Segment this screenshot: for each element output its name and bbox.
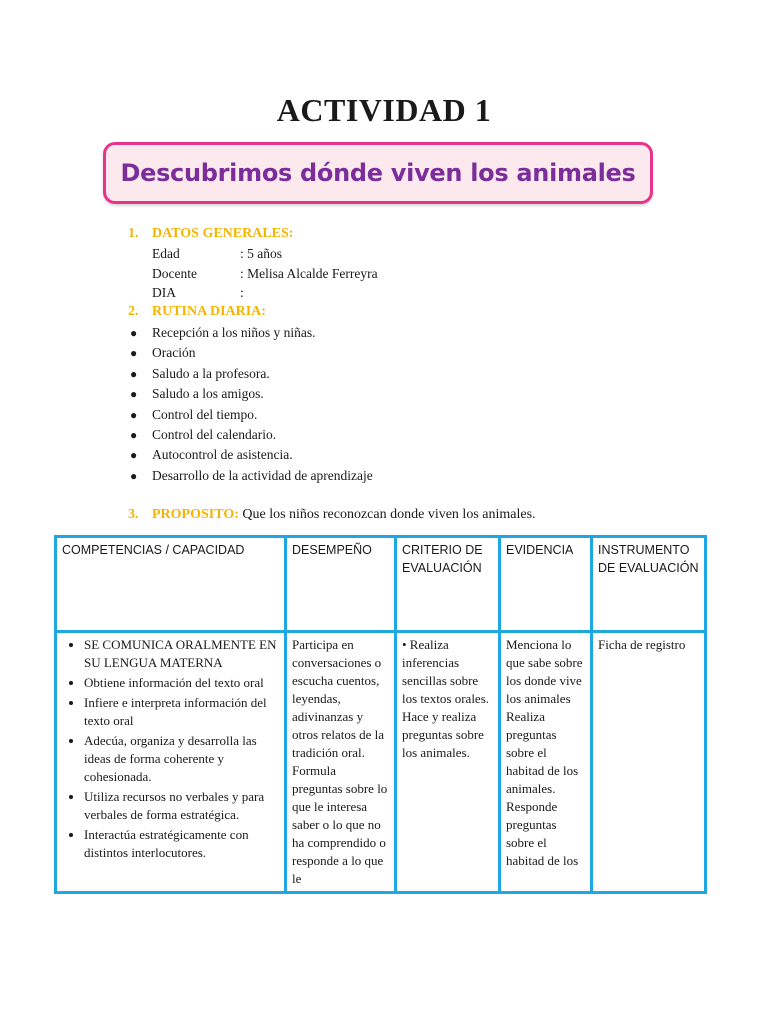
table-header-row	[56, 537, 706, 632]
list-item: • Utiliza recursos no verbales y para verbales de forma estratégica.	[84, 788, 279, 824]
row-edad: Edad : 5 años	[152, 246, 282, 261]
evaluation-table	[54, 535, 707, 894]
cell-desempeno: Participa en conversaciones o escucha cuentos, leyendas, adivinanzas y otros relatos de la tradición oral. Formula preguntas sobre lo que le interesa saber o lo que no ha comprendido o responde a lo que le	[286, 632, 396, 893]
header-competencias: COMPETENCIAS / CAPACIDAD	[56, 537, 286, 632]
cell-criterio: • Realiza inferencias sencillas sobre los textos orales. Hace y realiza preguntas sobre los animales.	[396, 632, 500, 893]
list-item: ● Control del calendario.	[130, 427, 277, 442]
section-heading: DATOS GENERALES:	[152, 226, 294, 241]
section-rutina-diaria: 2. RUTINA DIARIA:	[128, 304, 266, 319]
list-item: ● Desarrollo de la actividad de aprendizaje	[130, 468, 373, 483]
header-desempeno: DESEMPEÑO	[286, 537, 396, 632]
cell-competencias	[56, 632, 286, 893]
section-heading: RUTINA DIARIA:	[152, 304, 266, 319]
list-item: • Infiere e interpreta información del texto oral	[84, 694, 279, 730]
page-title: ACTIVIDAD 1	[276, 92, 492, 128]
list-item: ● Saludo a los amigos.	[130, 386, 264, 401]
section-proposito: 3. PROPOSITO: Que los niños reconozcan donde viven los animales.	[128, 507, 536, 522]
list-item: ● Recepción a los niños y niñas.	[130, 325, 316, 340]
list-item: ● Oración	[130, 345, 196, 360]
section-datos-generales: 1. DATOS GENERALES:	[128, 226, 294, 241]
section-heading: PROPOSITO:	[152, 507, 239, 522]
activity-banner	[103, 142, 653, 204]
header-criterio: CRITERIO DE EVALUACIÓN	[396, 537, 500, 632]
list-item: • SE COMUNICA ORALMENTE EN SU LENGUA MATERNA	[84, 636, 279, 672]
list-item: ● Saludo a la profesora.	[130, 366, 270, 381]
list-item: • Adecúa, organiza y desarrolla las ideas de forma coherente y cohesionada.	[84, 732, 279, 786]
list-item: ● Control del tiempo.	[130, 407, 258, 422]
banner-text: Descubrimos dónde viven los animales	[120, 159, 636, 187]
row-dia: DIA :	[152, 285, 244, 300]
proposito-text: Que los niños reconozcan donde viven los animales.	[242, 507, 536, 522]
header-instrumento: INSTRUMENTO DE EVALUACIÓN	[592, 537, 706, 632]
header-evidencia: EVIDENCIA	[500, 537, 592, 632]
row-docente: Docente : Melisa Alcalde Ferreyra	[152, 266, 378, 281]
cell-instrumento: Ficha de registro	[592, 632, 706, 893]
list-item: • Interactúa estratégicamente con distintos interlocutores.	[84, 826, 279, 862]
table-row	[56, 632, 706, 893]
cell-evidencia: Menciona lo que sabe sobre los donde vive los animales Realiza preguntas sobre el habitad de los animales. Responde preguntas sobre el habitad de los	[500, 632, 592, 893]
list-item: • Obtiene información del texto oral	[84, 674, 279, 692]
list-item: ● Autocontrol de asistencia.	[130, 447, 293, 462]
